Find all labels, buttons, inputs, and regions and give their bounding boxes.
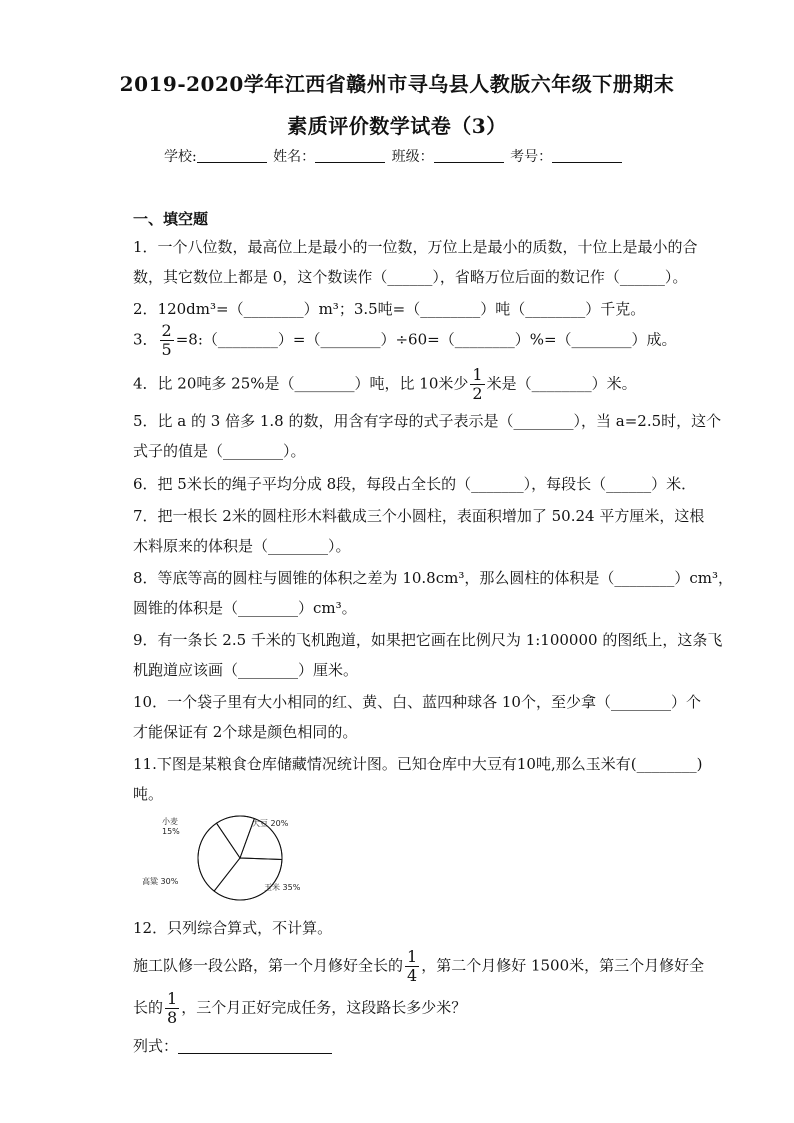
exam-no-label: 考号： xyxy=(510,149,553,165)
question-12-formula-row xyxy=(133,1035,332,1056)
question-5-line2: 式子的值是（________）。 xyxy=(133,442,306,460)
fraction-numerator: 1 xyxy=(407,947,418,966)
question-8-line2: 圆锥的体积是（________）cm³。 xyxy=(133,599,357,617)
question-11-line1: 11.下图是某粮食仓库储藏情况统计图。已知仓库中大豆有10吨,那么玉米有(________) xyxy=(133,755,703,773)
question-10-line2: 才能保证有 2个球是颜色相同的。 xyxy=(133,723,358,741)
section-heading: 一、填空题 xyxy=(133,210,209,228)
fraction-denominator: 4 xyxy=(407,966,418,985)
exam-no-blank[interactable] xyxy=(552,148,622,163)
formula-label: 列式： xyxy=(133,1037,179,1055)
fraction xyxy=(160,322,174,359)
fraction-denominator: 8 xyxy=(167,1008,178,1027)
question-5-line1: 5．比 a 的 3 倍多 1.8 的数，用含有字母的式子表示是（________），当 a=2.5时，这个 xyxy=(133,412,722,430)
question-12-line2 xyxy=(133,948,704,985)
school-label: 学校: xyxy=(164,149,197,165)
question-2: 2．120dm³=（________）m³；3.5吨=（________）吨（________）千克。 xyxy=(133,300,646,318)
question-8-line1: 8．等底等高的圆柱与圆锥的体积之差为 10.8cm³，那么圆柱的体积是（________）cm³， xyxy=(133,569,733,587)
fraction xyxy=(165,990,179,1027)
pie-chart xyxy=(140,810,320,910)
pie-chart-svg xyxy=(140,810,320,910)
question-3 xyxy=(133,322,677,359)
pie-label-2: 高粱 30% xyxy=(142,877,179,886)
question-10-line1: 10．一个袋子里有大小相同的红、黄、白、蓝四种球各 10个，至少拿（________）个 xyxy=(133,693,701,711)
fraction-numerator: 2 xyxy=(161,321,172,340)
fraction xyxy=(470,366,484,403)
question-12-text-b: ，第二个月修好 1500米，第三个月修好全 xyxy=(421,956,705,975)
page-title-line2: 素质评价数学试卷（3） xyxy=(287,114,507,138)
fraction-denominator: 5 xyxy=(161,340,172,359)
pie-label-1: 玉米 35% xyxy=(264,883,301,892)
question-12-text-d: ，三个月正好完成任务，这段路长多少米？ xyxy=(181,998,467,1017)
fraction xyxy=(405,948,419,985)
question-7-line2: 木料原来的体积是（________）。 xyxy=(133,537,351,555)
question-4-text-a: 4．比 20吨多 25%是（________）吨，比 10米少 xyxy=(133,374,469,393)
pie-label-3: 小麦 15% xyxy=(162,817,180,836)
pie-label-0: 大豆 20% xyxy=(252,819,289,828)
class-label: 班级： xyxy=(391,149,434,165)
question-12-text-a: 施工队修一段公路，第一个月修好全长的 xyxy=(133,956,404,975)
school-blank[interactable] xyxy=(197,148,267,163)
question-6: 6．把 5米长的绳子平均分成 8段，每段占全长的（_______），每段长（______）米． xyxy=(133,475,697,493)
question-3-number: 3． xyxy=(133,330,158,349)
student-info-row xyxy=(164,146,624,166)
question-4-text-b: 米是（________）米。 xyxy=(486,374,637,393)
question-12-text-c: 长的 xyxy=(133,998,164,1017)
page-title-line1: 2019-2020学年江西省赣州市寻乌县人教版六年级下册期末 xyxy=(119,72,675,96)
fraction-denominator: 2 xyxy=(472,384,483,403)
question-9-line1: 9．有一条长 2.5 千米的飞机跑道，如果把它画在比例尺为 1:100000 的图纸上，这条飞 xyxy=(133,631,723,649)
question-1-line1: 1．一个八位数，最高位上是最小的一位数，万位上是最小的质数，十位上是最小的合 xyxy=(133,238,698,256)
question-9-line2: 机跑道应该画（________）厘米。 xyxy=(133,661,359,679)
fraction-numerator: 1 xyxy=(472,365,483,384)
question-1-line2: 数，其它数位上都是 0，这个数读作（______），省略万位后面的数记作（______）。 xyxy=(133,268,688,286)
question-12-line1: 12．只列综合算式，不计算。 xyxy=(133,919,333,937)
formula-answer-line[interactable] xyxy=(178,1038,332,1054)
name-label: 姓名： xyxy=(273,149,316,165)
question-11-line2: 吨。 xyxy=(133,785,164,803)
question-3-text: =8:（________）=（________）÷60=（________）%=（________）成。 xyxy=(175,330,677,349)
question-12-line3 xyxy=(133,990,466,1027)
question-4 xyxy=(133,366,637,403)
name-blank[interactable] xyxy=(315,148,385,163)
question-7-line1: 7．把一根长 2米的圆柱形木料截成三个小圆柱，表面积增加了 50.24 平方厘米，这根 xyxy=(133,507,705,525)
class-blank[interactable] xyxy=(434,148,504,163)
fraction-numerator: 1 xyxy=(167,989,178,1008)
